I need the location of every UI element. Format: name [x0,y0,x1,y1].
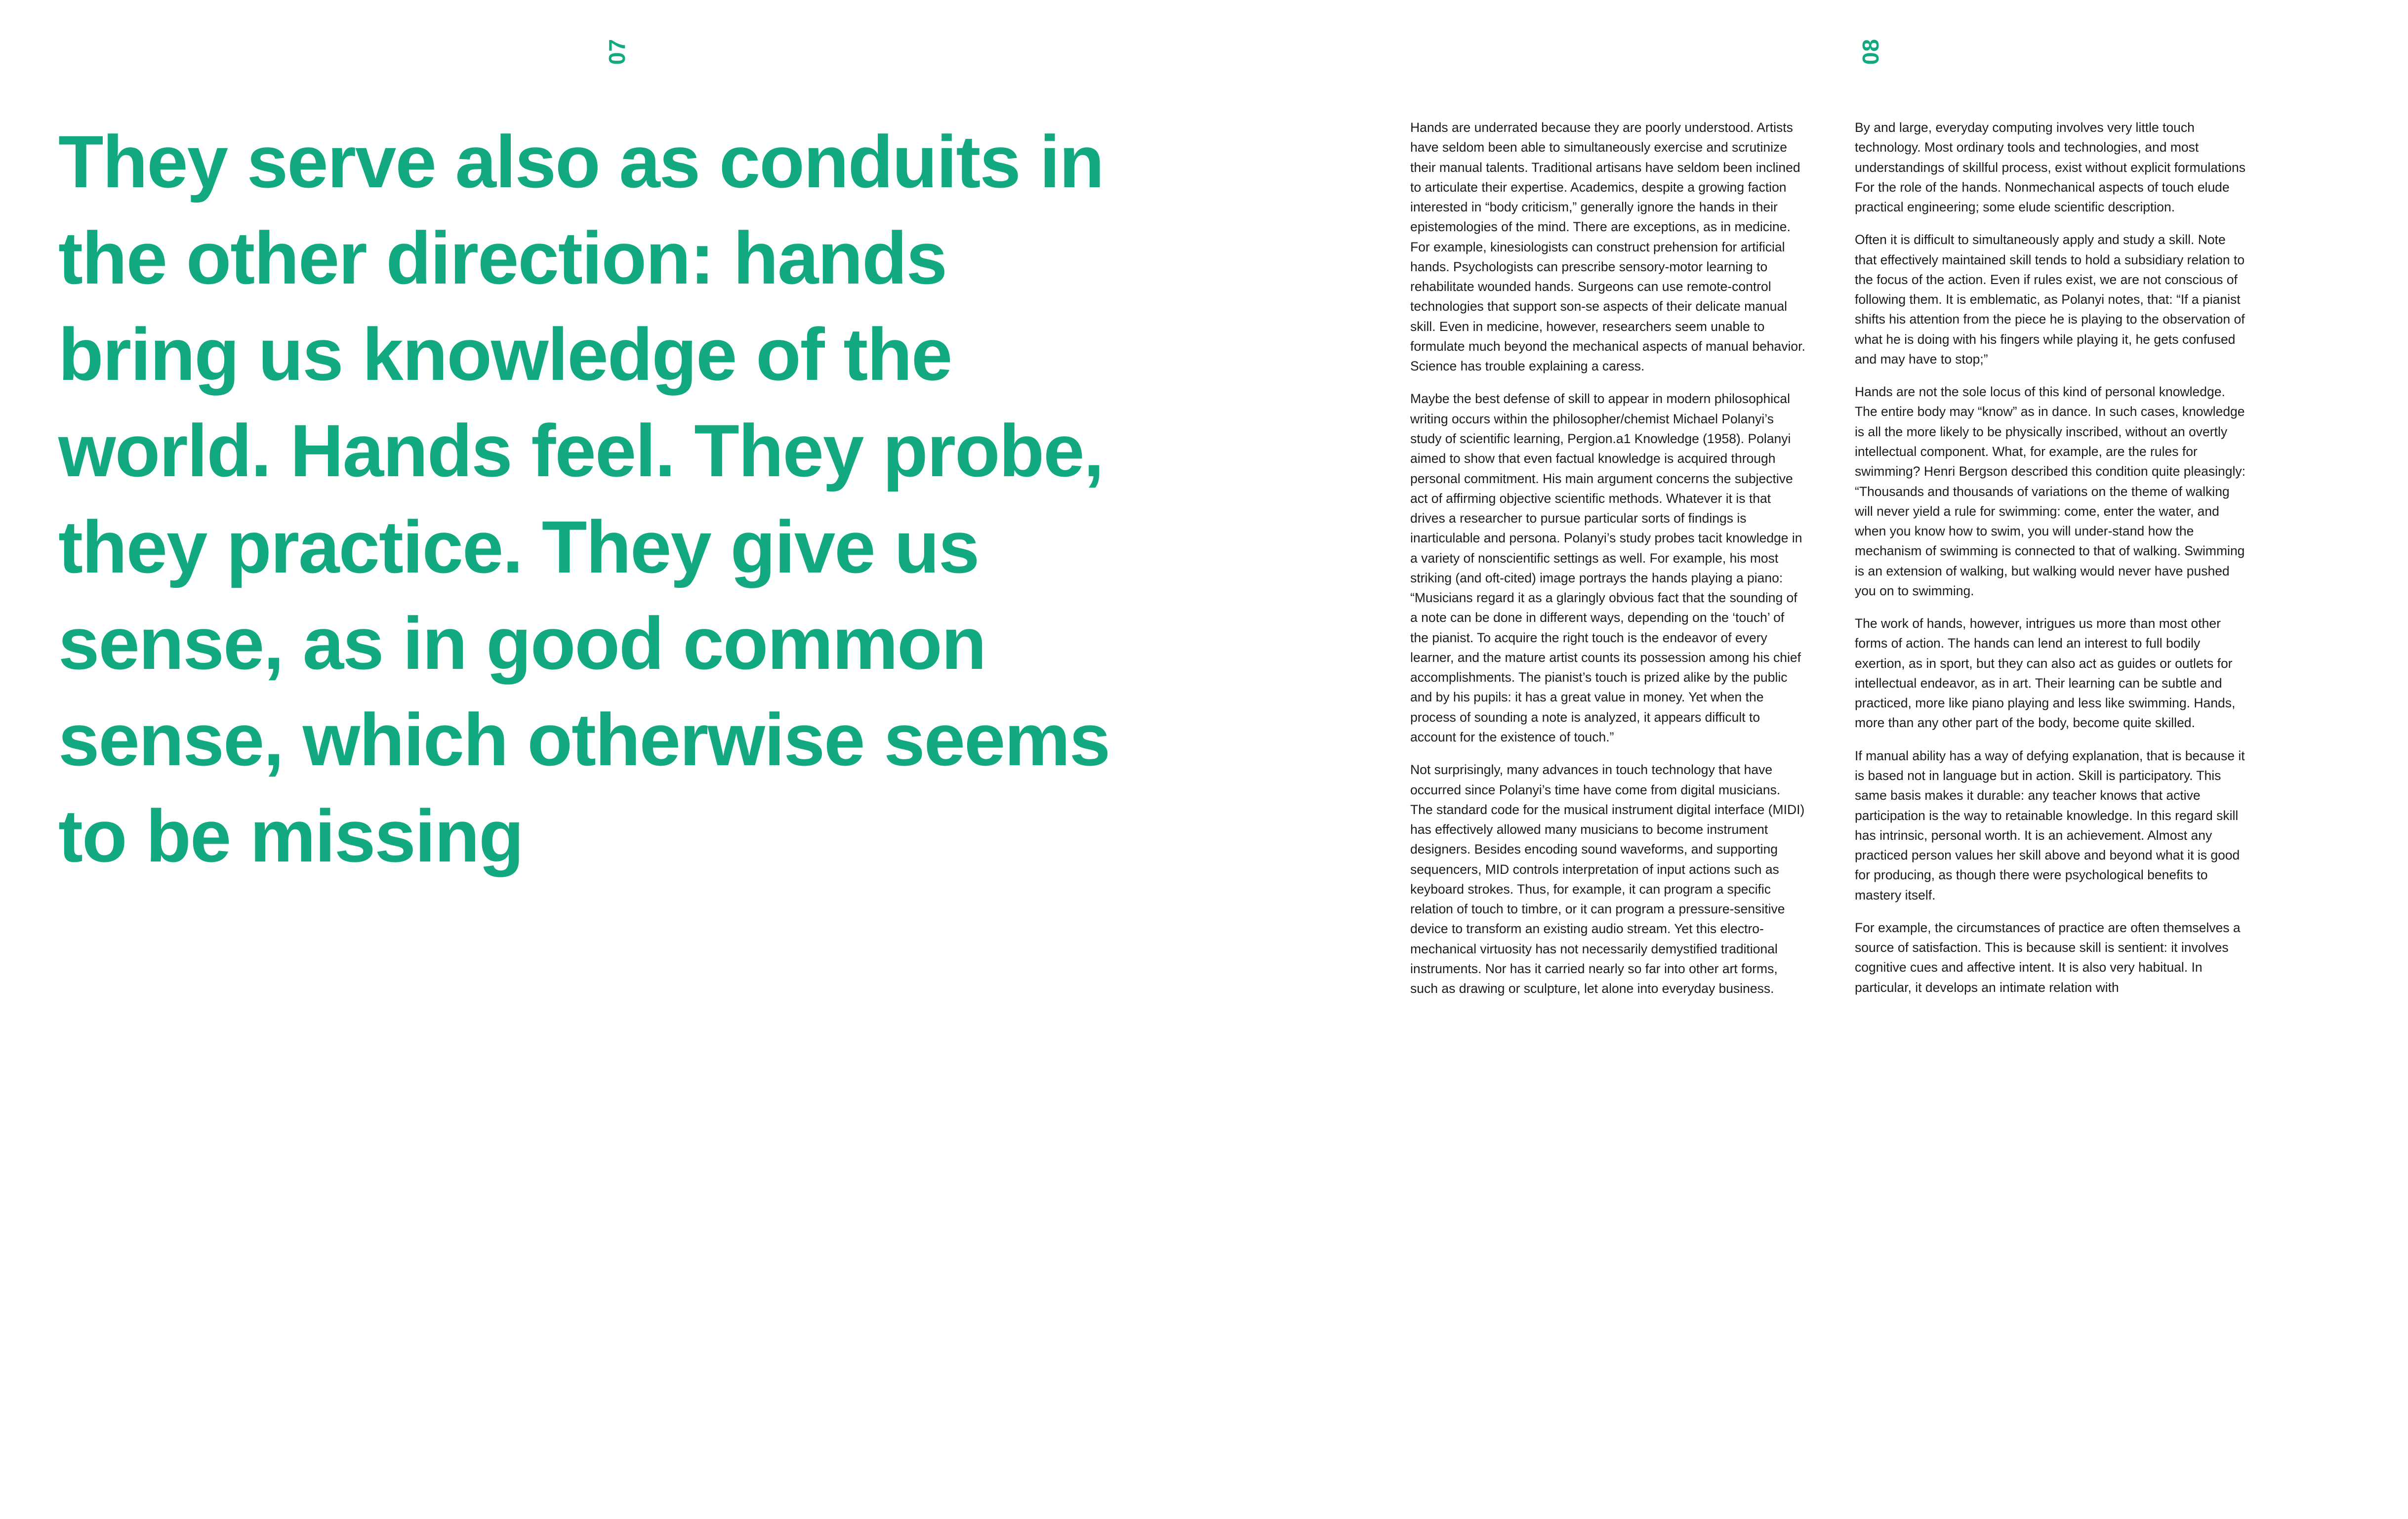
paragraph: By and large, everyday computing involves very little touch technology. Most ordinary tools and technologies, and most understandings of skillful process, exist without explicit formulations For the role of the hands. Nonmechanical aspects of touch elude practical engineering; some elude scientific description. [1855,120,2245,215]
paragraph: The work of hands, however, intrigues us more than most other forms of action. The hands can lend an interest to full bodily exertion, as in sport, but they can also act as guides or outlets for intellectual endeavor, as in art. Their learning can be subtle and practiced, more like piano playing and less like swimming. Hands, more than any other part of the body, become quite skilled. [1855,616,2236,731]
body-column-two [1855,118,2250,997]
pull-quote: They serve also as conduits in the other direction: hands bring us knowledge of the world. Hands feel. They probe, they practice. They give us sense, as in good common sense, which otherwise seems to be missing [58,120,1129,877]
paragraph: Hands are not the sole locus of this kind of personal knowledge. The entire body may “know” as in dance. In such cases, knowledge is all the more likely to be physically inscribed, without an overtly intellectual component. What, for example, are the rules for swimming? Henri Bergson described this condition quite pleasingly: “Thousands and thousands of variations on the theme of walking will never yield a rule for swimming: come, enter the water, and when you know how to swim, you will under-stand how the mechanism of swimming is connected to that of walking. Swimming is an extension of walking, but walking would never have pushed you on to swimming. [1855,384,2245,598]
paragraph: For example, the circumstances of practice are often themselves a source of satisfaction. This is because skill is sentient: it involves cognitive cues and affective intent. It is also very habitual. In particular, it develops an intimate relation with [1855,920,2241,995]
paragraph: Often it is difficult to simultaneously apply and study a skill. Note that effectively maintained skill tends to hold a subsidiary relation to the focus of the action. Even if rules exist, we are not conscious of following them. It is emblematic, as Polanyi notes, that: “If a pianist shifts his attention from the piece he is playing to the observation of what he is doing with his fingers while playing it, he gets confused and may have to stop;” [1855,232,2245,367]
paragraph: If manual ability has a way of defying explanation, that is because it is based not in language but in action. Skill is participatory. This same basis makes it durable: any teacher knows that active participation is the way to retainable knowledge. In this regard skill has intrinsic, personal worth. It is an achievement. Almost any practiced person values her skill above and beyond what it is good for producing, as though there were psychological benefits to mastery itself. [1855,748,2245,903]
paragraph: Hands are underrated because they are poorly understood. Artists have seldom been able to simultaneously exercise and scrutinize their manual talents. Traditional artisans have seldom been inclined to articulate their expertise. Academics, despite a growing faction interested in “body criticism,” generally ignore the hands in their epistemologies of the mind. There are exceptions, as in medicine. For example, kinesiologists can construct prehension for artificial hands. Psychologists can prescribe sensory-motor learning to rehabilitate wounded hands. Surgeons can use remote-control technologies that support son-se aspects of their delicate manual skill. Even in medicine, however, researchers seem unable to formulate much beyond the mechanical aspects of manual behavior. Science has trouble explaining a caress. [1410,120,1805,374]
folio-left-page-number: 07 [604,39,630,65]
paragraph: Not surprisingly, many advances in touch technology that have occurred since Polanyi’s time have come from digital musicians. The standard code for the musical instrument digital interface (MIDI) has effectively allowed many musicians to become instrument designers. Besides encoding sound waveforms, and supporting sequencers, MID controls interpretation of input actions such as keyboard strokes. Thus, for example, it can program a specific relation of touch to timbre, or it can program a pressure-sensitive device to transform an existing audio stream. Yet this electro-mechanical virtuosity has not necessarily demystified traditional instruments. Nor has it carried nearly so far into other art forms, such as drawing or sculpture, let alone into everyday business. [1410,762,1805,996]
paragraph: Maybe the best defense of skill to appear in modern philosophical writing occurs within the philosopher/chemist Michael Polanyi’s study of scientific learning, Pergion.a1 Knowledge (1958). Polanyi aimed to show that even factual knowledge is acquired through personal commitment. His main argument concerns the subjective act of affirming objective scientific methods. Whatever it is that drives a researcher to pursue particular sorts of findings is inarticulable and persona. Polanyi’s study probes tacit knowledge in a variety of nonscientific settings as well. For example, his most striking (and oft-cited) image portrays the hands playing a piano: “Musicians regard it as a glaringly obvious fact that the sounding of a note can be done in different ways, depending on the ‘touch’ of the pianist. To acquire the right touch is the endeavor of every learner, and the mature artist counts its possession among his chief accomplishments. The pianist’s touch is prized alike by the public and by his pupils: it has a great value in money. Yet when the process of sounding a note is analyzed, it appears difficult to account for the existence of touch.” [1410,391,1802,744]
folio-right-page-number: 08 [1858,39,1883,65]
body-column-one [1410,118,1805,998]
